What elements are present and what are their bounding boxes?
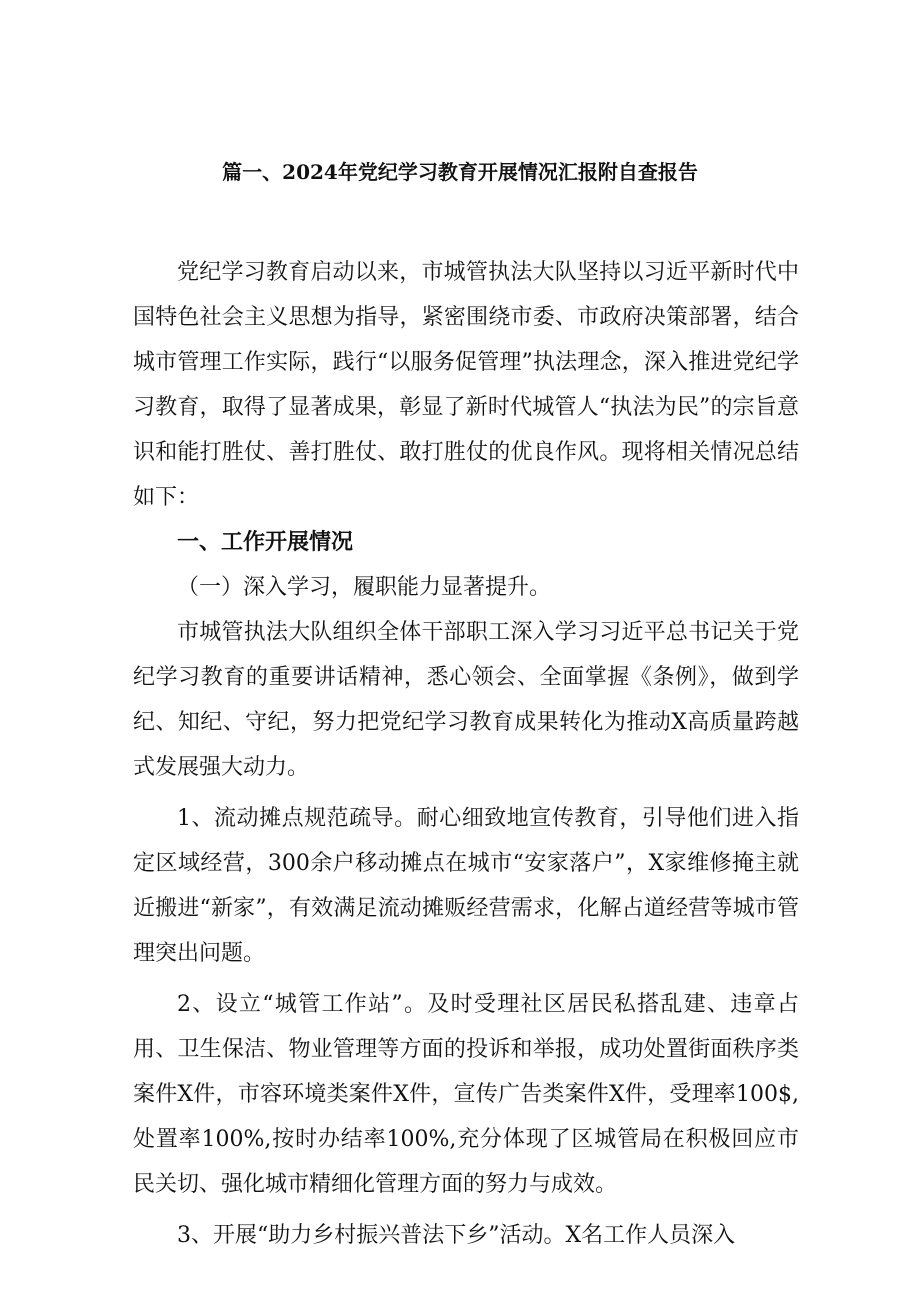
list-item-1: 1、流动摊点规范疏导。耐心细致地宣传教育，引导他们进入指定区域经营，300余户移动摊点在城市“安家落户”，X家维修掩主就近搬进“新家”，有效满足流动摊贩经营需求，化解占道经营等城市管理突出问题。 xyxy=(133,806,799,966)
subsection-paragraph: 市城管执法大队组织全体干部职工深入学习习近平总书记关于党纪学习教育的重要讲话精神，悉心领会、全面掌握《条例》，做到学纪、知纪、守纪，努力把党纪学习教育成果转化为推动X高质量跨越式发展强大动力。 xyxy=(133,620,799,780)
subsection-heading: （一）深入学习，履职能力显著提升。 xyxy=(177,575,552,600)
document-title: 篇一、2024年党纪学习教育开展情况汇报附自查报告 xyxy=(222,160,698,184)
list-item-2: 2、设立“城管工作站”。及时受理社区居民私搭乱建、违章占用、卫生保洁、物业管理等方面的投诉和举报，成功处置街面秩序类案件X件，市容环境类案件X件，宣传广告类案件X件，受理率100$,处置率100%,按时办结率100%,充分体现了区城管局在积极回应市民关切、强化城市精细化管理方面的努力与成效。 xyxy=(133,992,799,1197)
list-item-3: 3、开展“助力乡村振兴普法下乡”活动。X名工作人员深入 xyxy=(177,1223,736,1248)
document-body xyxy=(133,250,799,1258)
intro-paragraph: 党纪学习教育启动以来，市城管执法大队坚持以习近平新时代中国特色社会主义思想为指导，紧密围绕市委、市政府决策部署，结合城市管理工作实际，践行“以服务促管理”执法理念，深入推进党纪学习教育，取得了显著成果，彰显了新时代城管人“执法为民”的宗旨意识和能打胜仗、善打胜仗、敢打胜仗的优良作风。现将相关情况总结如下： xyxy=(133,260,799,510)
section-heading: 一、工作开展情况 xyxy=(177,529,354,555)
